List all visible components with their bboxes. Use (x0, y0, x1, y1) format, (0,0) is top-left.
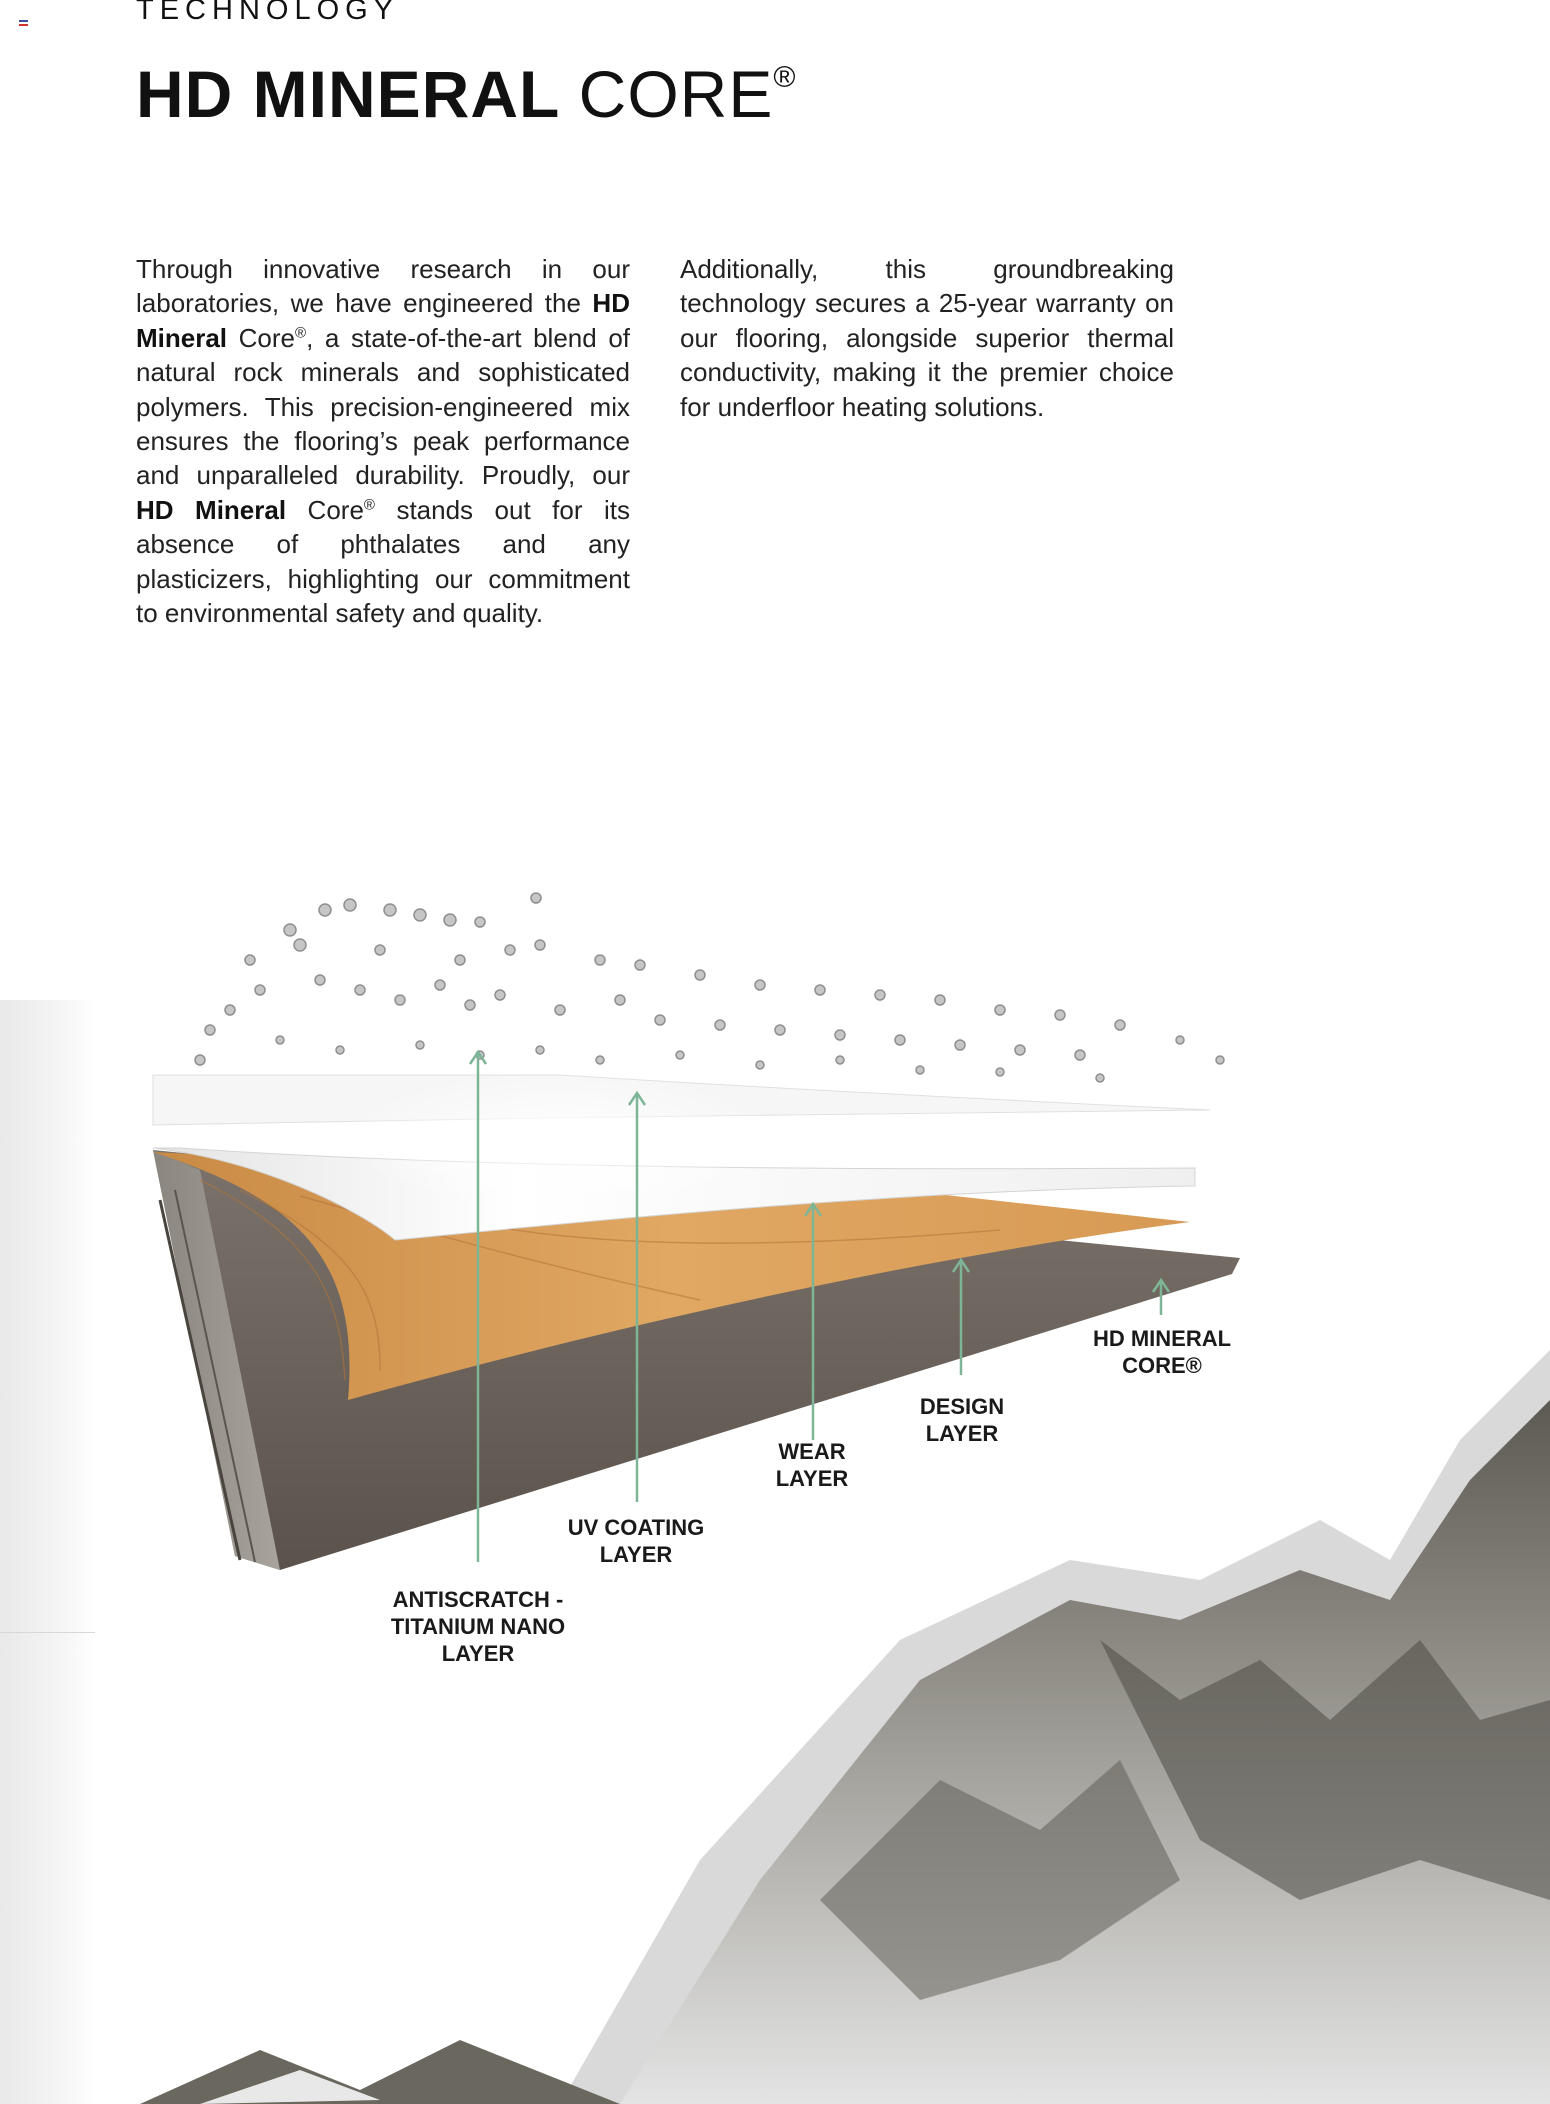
label-antiscratch-layer (378, 1586, 578, 1667)
col1-core-2: Core (286, 494, 364, 525)
col1-text-3: stands out for its absence of phthalates and any plasticizers, highlighting our commitment to environmental safety and quality. (136, 494, 630, 629)
label-wear-layer (757, 1438, 867, 1492)
uv-line-1: UV COATING (567, 1515, 705, 1540)
title-registered-mark: ® (773, 61, 796, 94)
label-design-layer (903, 1393, 1021, 1447)
core-line-1: HD MINERAL (1092, 1326, 1232, 1351)
title-light: CORE (578, 57, 774, 131)
design-line-1: DESIGN (919, 1394, 1005, 1419)
col1-reg-2: ® (363, 496, 375, 514)
core-line-2: CORE® (1122, 1353, 1202, 1378)
wear-line-1: WEAR (778, 1439, 846, 1464)
col1-reg-1: ® (295, 324, 307, 342)
col1-text-1: Through innovative research in our laboratories, we have engineered the (136, 254, 630, 319)
label-hd-mineral-core (1082, 1325, 1242, 1379)
col1-brand-1: HD Mineral (136, 288, 630, 353)
label-uv-coating-layer (550, 1514, 722, 1568)
body-column-2: Additionally, this groundbreaking technology secures a 25-year warranty on our flooring, alongside superior thermal conductivity, making it the premier choice for underfloor heating solutions. (680, 254, 1174, 422)
title-bold: HD MINERAL (136, 57, 561, 131)
mineral-particles (195, 893, 1224, 1082)
col1-brand-2: HD Mineral (136, 494, 287, 525)
antiscratch-line-2: TITANIUM NANO (390, 1614, 566, 1639)
design-line-2: LAYER (925, 1421, 999, 1446)
section-eyebrow: TECHNOLOGY (136, 0, 400, 26)
antiscratch-line-1: ANTISCRATCH - (392, 1587, 564, 1612)
col1-text-2: , a state-of-the-art blend of natural rock minerals and sophisticated polymers. This precision-engineered mix ensures the flooring’s peak performance and unparalleled durability. Proudly, our (136, 322, 631, 491)
col1-core-1: Core (227, 322, 295, 353)
uv-line-2: LAYER (599, 1542, 673, 1567)
light-glow (340, 1070, 780, 1210)
wear-line-2: LAYER (775, 1466, 849, 1491)
antiscratch-line-3: LAYER (441, 1641, 515, 1666)
